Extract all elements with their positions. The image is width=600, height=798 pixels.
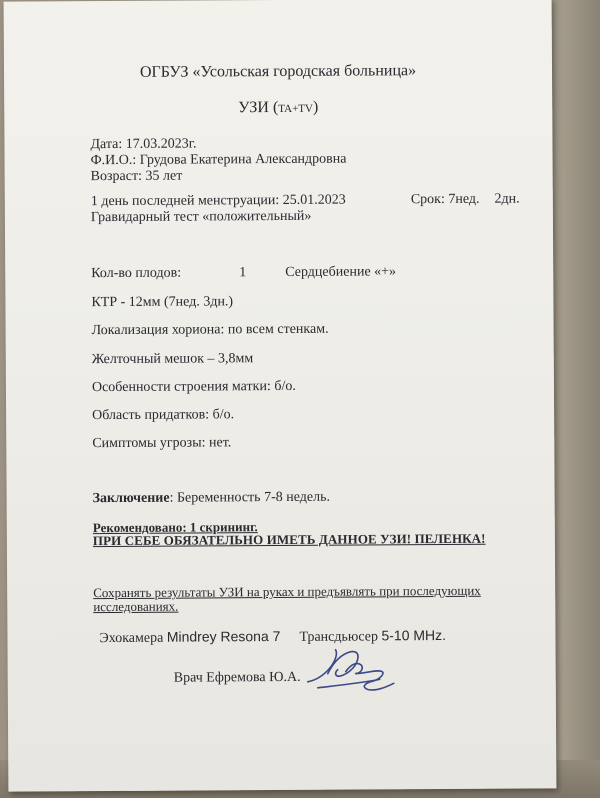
bring-notice: ПРИ СЕБЕ ОБЯЗАТЕЛЬНО ИМЕТЬ ДАННОЕ УЗИ! ПЕЛЕНКА!	[92, 530, 486, 549]
lmp-value: 25.01.2023	[282, 192, 346, 208]
probe-value: 5-10 MHz.	[381, 626, 447, 644]
recommendation: Рекомендовано: 1 скрининг.	[92, 519, 258, 536]
date-row	[90, 137, 196, 154]
conclusion	[93, 490, 330, 507]
fetus-count-label: Кол-во плодов:	[91, 265, 182, 282]
title-mode: TA+TV	[278, 102, 313, 116]
name-label: Ф.И.О.:	[90, 152, 137, 169]
term-row	[411, 192, 520, 209]
title-close: )	[312, 98, 319, 116]
keep-results-line2: исследованиях.	[93, 598, 179, 615]
age-value: 35 лет	[145, 168, 183, 184]
doctor-name: Врач Ефремова Ю.А.	[173, 669, 301, 686]
chorion-location: Локализация хориона: по всем стенкам.	[91, 321, 329, 339]
threat-symptoms: Симптомы угрозы: нет.	[92, 435, 232, 452]
uterus-structure: Особенности строения матки: б/о.	[91, 378, 296, 396]
hospital-name: ОГБУЗ «Усольская городская больница»	[139, 62, 417, 81]
lmp-row	[91, 193, 346, 211]
heartbeat: Сердцебиение «+»	[285, 264, 397, 280]
name-row	[91, 152, 347, 170]
document-sheet	[4, 0, 557, 792]
adnexa: Область придатков: б/о.	[92, 407, 235, 424]
conclusion-label: Заключение	[92, 490, 170, 507]
doctor-signature	[306, 643, 398, 696]
pregnancy-test: Гравидарный тест «положительный»	[90, 208, 312, 226]
fetus-count-value: 1	[239, 265, 247, 281]
term-days: 2дн.	[494, 191, 520, 207]
conclusion-text: : Беременность 7-8 недель.	[169, 489, 330, 506]
term-weeks: 7нед.	[448, 191, 480, 207]
name-value: Грудова Екатерина Александровна	[139, 151, 347, 168]
title-main: УЗИ (	[238, 99, 279, 117]
device-label: Эхокамера	[99, 630, 164, 647]
lmp-label: 1 день последней менструации:	[90, 193, 280, 210]
document-title	[4, 98, 552, 118]
age-label: Возраст:	[90, 168, 143, 185]
date-label: Дата:	[90, 136, 123, 153]
date-value: 17.03.2023г.	[125, 136, 197, 152]
ktr-measurement: КТР - 12мм (7нед. 3дн.)	[91, 294, 234, 311]
device-value: Mindrey Resona 7	[166, 628, 281, 645]
age-row	[91, 169, 183, 186]
yolk-sac: Желточный мешок – 3,8мм	[91, 351, 254, 368]
probe-label: Трансдьюсер	[299, 629, 378, 645]
keep-results-line1: Сохранять результаты УЗИ на руках и предъявлять при последующих	[93, 582, 481, 601]
term-label: Срок:	[410, 191, 445, 208]
